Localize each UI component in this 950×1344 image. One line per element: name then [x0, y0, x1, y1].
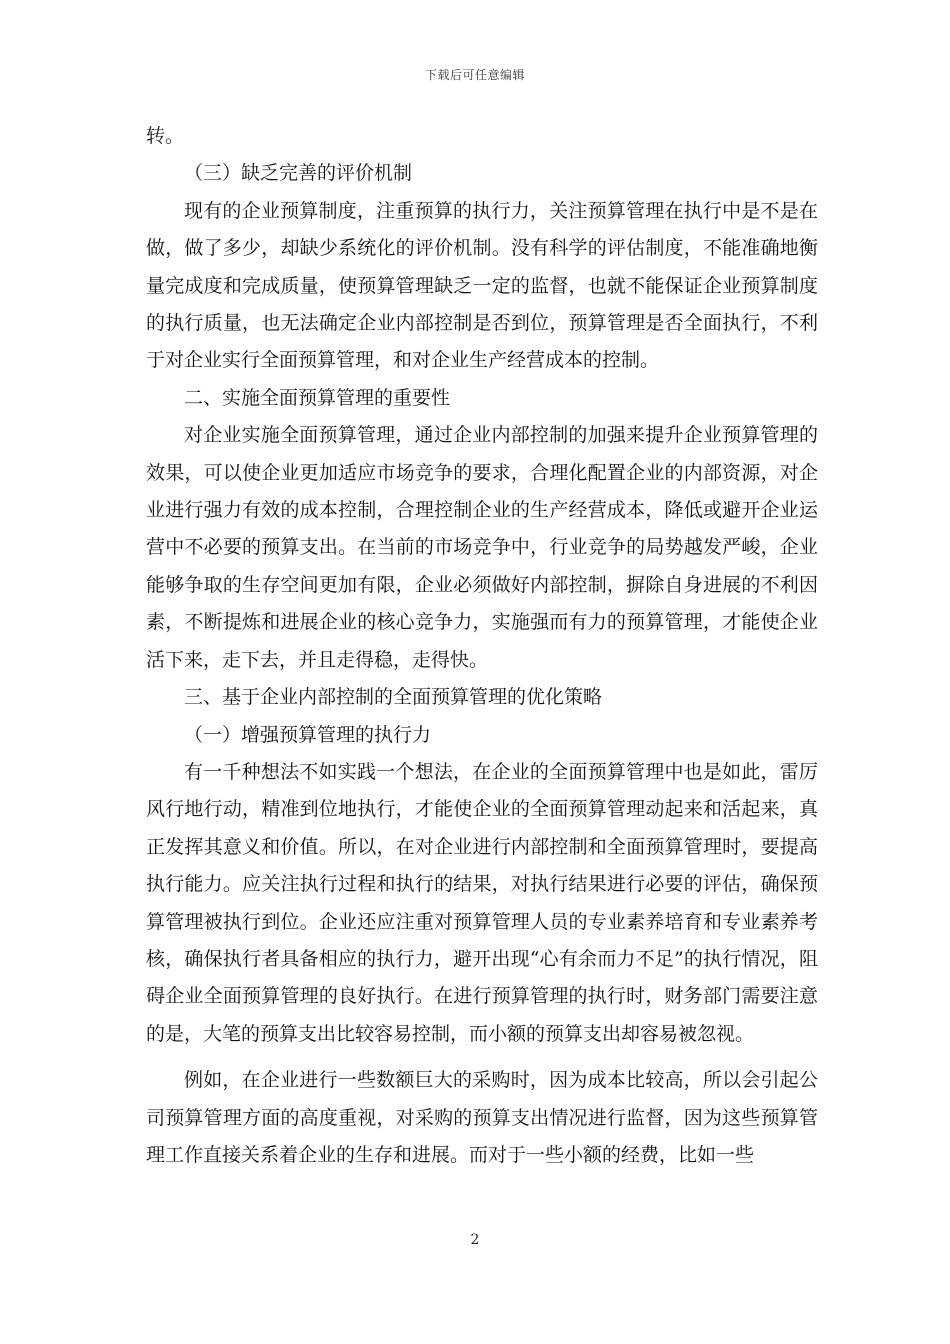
page-header: 下载后可任意编辑 [424, 68, 525, 82]
page-number: 2 [470, 1232, 480, 1248]
section-heading: 二、实施全面预算管理的重要性 [184, 386, 451, 409]
paragraph: 有一千种想法不如实践一个想法，在企业的全面预算管理中也是如此，雷厉风行地行动，精准到位地执行，才能使企业的全面预算管理动起来和活起来，真正发挥其意义和价值。所以，在对企业进行内部控制和全面预算管理时，要提高执行能力。应关注执行过程和执行的结果，对执行结果进行必要的评估，确保预算管理被执行到位。企业还应注重对预算管理人员的专业素养培育和专业素养考核，确保执行者具备相应的执行力，避开出现“心有余而力不足”的执行情况，阻碍企业全面预算管理的良好执行。在进行预算管理的执行时，财务部门需要注意的是，大笔的预算支出比较容易控制，而小额的预算支出却容易被忽视。 [146, 760, 818, 1045]
section-heading: （三）缺乏完善的评价机制 [184, 162, 413, 185]
section-heading: （一）增强预算管理的执行力 [184, 723, 432, 746]
paragraph: 对企业实施全面预算管理，通过企业内部控制的加强来提升企业预算管理的效果，可以使企业更加适应市场竞争的要求，合理化配置企业的内部资源，对企业进行强力有效的成本控制，合理控制企业的生产经营成本，降低或避开企业运营中不必要的预算支出。在当前的市场竞争中，行业竞争的局势越发严峻，企业能够争取的生存空间更加有限，企业必须做好内部控制，摒除自身进展的不利因素，不断提炼和进展企业的核心竞争力，实施强而有力的预算管理，才能使企业活下来，走下去，并且走得稳，走得快。 [146, 424, 818, 671]
paragraph: 例如，在企业进行一些数额巨大的采购时，因为成本比较高，所以会引起公司预算管理方面的高度重视，对采购的预算支出情况进行监督，因为这些预算管理工作直接关系着企业的生存和进展。而对于一些小额的经费，比如一些 [146, 1069, 818, 1166]
paragraph: 现有的企业预算制度，注重预算的执行力，关注预算管理在执行中是不是在做，做了多少，却缺少系统化的评价机制。没有科学的评估制度，不能准确地衡量完成度和完成质量，使预算管理缺乏一定的监督，也就不能保证企业预算制度的执行质量，也无法确定企业内部控制是否到位，预算管理是否全面执行，不利于对企业实行全面预算管理，和对企业生产经营成本的控制。 [146, 199, 818, 372]
paragraph-continuation: 转。 [146, 125, 185, 147]
section-heading: 三、基于企业内部控制的全面预算管理的优化策略 [184, 686, 603, 709]
document-body [146, 118, 818, 1174]
